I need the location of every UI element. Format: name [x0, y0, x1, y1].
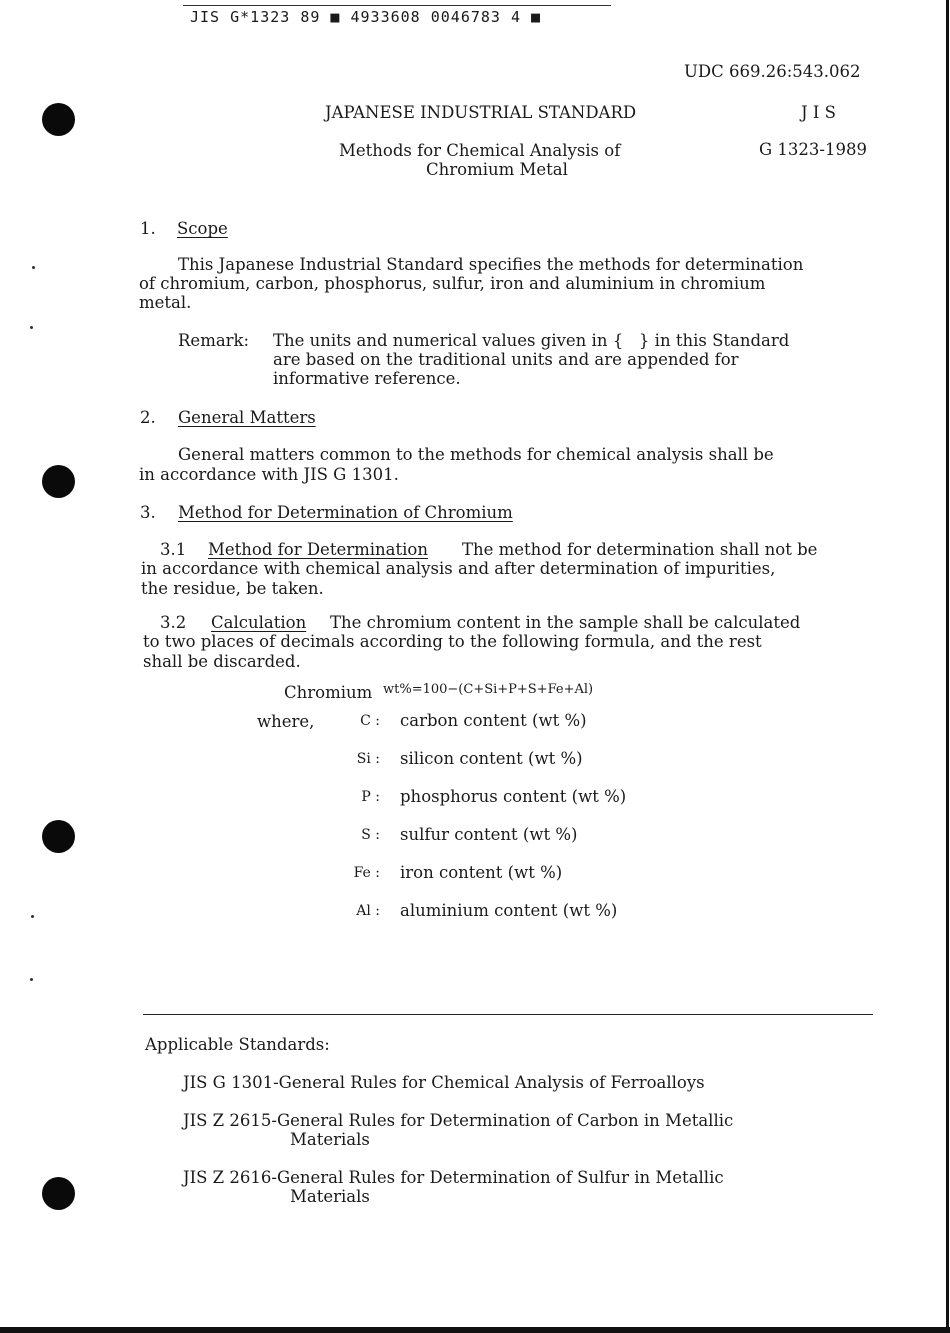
general-para-line: in accordance with JIS G 1301. [139, 465, 399, 484]
variable-description: phosphorus content (wt %) [400, 787, 627, 806]
punch-hole-3 [42, 820, 75, 853]
variable-symbol: C : [360, 713, 380, 729]
punch-hole-1 [42, 103, 75, 136]
variable-description: aluminium content (wt %) [400, 901, 618, 920]
remark-line: are based on the traditional units and are appended for [273, 350, 739, 369]
scope-para-line: This Japanese Industrial Standard specifies the methods for determination [178, 255, 804, 274]
standard-number: G 1323-1989 [759, 140, 867, 159]
subsection-3-1-number: 3.1 [160, 540, 187, 559]
variable-symbol: Fe : [353, 865, 380, 881]
jis-mark: J I S [801, 103, 836, 122]
section-1-heading: Scope [177, 219, 228, 238]
variable-description: sulfur content (wt %) [400, 825, 578, 844]
section-1-number: 1. [140, 219, 156, 238]
scan-top-border [183, 5, 611, 6]
variable-symbol: Si : [356, 751, 380, 767]
subsection-3-2-heading: Calculation [211, 613, 307, 632]
method-para-line: The method for determination shall not be [462, 540, 818, 559]
calculation-para-line: shall be discarded. [143, 652, 301, 671]
scope-para-line: of chromium, carbon, phosphorus, sulfur, iron and aluminium in chromium [139, 274, 766, 293]
section-2-number: 2. [140, 408, 156, 427]
scan-speck [31, 915, 34, 918]
section-2-heading: General Matters [178, 408, 316, 427]
calculation-para-line: to two places of decimals according to the following formula, and the rest [143, 632, 762, 651]
footer-divider [143, 1014, 873, 1015]
remark-line: The units and numerical values given in { } in this Standard [273, 331, 790, 350]
applicable-standard-item-cont: Materials [290, 1130, 370, 1149]
scope-para-line: metal. [139, 293, 192, 312]
standard-body: JAPANESE INDUSTRIAL STANDARD [325, 103, 637, 122]
method-para-line: the residue, be taken. [141, 579, 324, 598]
subsection-3-2-number: 3.2 [160, 613, 187, 632]
formula-word: Chromium [284, 683, 373, 702]
variable-description: iron content (wt %) [400, 863, 563, 882]
applicable-standard-item: JIS Z 2616-General Rules for Determination of Sulfur in Metallic [183, 1168, 724, 1187]
calculation-para-line: The chromium content in the sample shall be calculated [330, 613, 801, 632]
punch-hole-2 [42, 465, 75, 498]
variable-description: silicon content (wt %) [400, 749, 583, 768]
section-3-number: 3. [140, 503, 156, 522]
where-label: where, [257, 712, 315, 731]
scan-right-edge [946, 0, 949, 1333]
subsection-3-1-heading: Method for Determination [208, 540, 428, 559]
method-para-line: in accordance with chemical analysis and after determination of impurities, [141, 559, 776, 578]
scan-speck [30, 978, 33, 981]
applicable-standard-item-cont: Materials [290, 1187, 370, 1206]
variable-symbol: P : [361, 789, 380, 805]
chromium-formula: wt%=100−(C+Si+P+S+Fe+Al) [383, 682, 594, 697]
section-3-heading: Method for Determination of Chromium [178, 503, 513, 522]
document-title-line2: Chromium Metal [426, 160, 568, 179]
variable-symbol: Al : [356, 903, 380, 919]
scan-speck [30, 326, 33, 329]
punch-hole-4 [42, 1177, 75, 1210]
udc-code: UDC 669.26:543.062 [684, 62, 861, 81]
variable-symbol: S : [361, 827, 380, 843]
variable-description: carbon content (wt %) [400, 711, 587, 730]
scan-bottom-edge [0, 1327, 950, 1333]
general-para-line: General matters common to the methods for chemical analysis shall be [178, 445, 774, 464]
applicable-standard-item: JIS G 1301-General Rules for Chemical Analysis of Ferroalloys [183, 1073, 705, 1092]
remark-label: Remark: [178, 331, 250, 350]
applicable-standards-heading: Applicable Standards: [145, 1035, 330, 1054]
document-title-line1: Methods for Chemical Analysis of [339, 141, 621, 160]
remark-line: informative reference. [273, 369, 461, 388]
applicable-standard-item: JIS Z 2615-General Rules for Determination of Carbon in Metallic [183, 1111, 734, 1130]
scan-code: JIS G*1323 89 ■ 4933608 0046783 4 ■ [190, 8, 542, 26]
scan-speck [32, 266, 35, 269]
